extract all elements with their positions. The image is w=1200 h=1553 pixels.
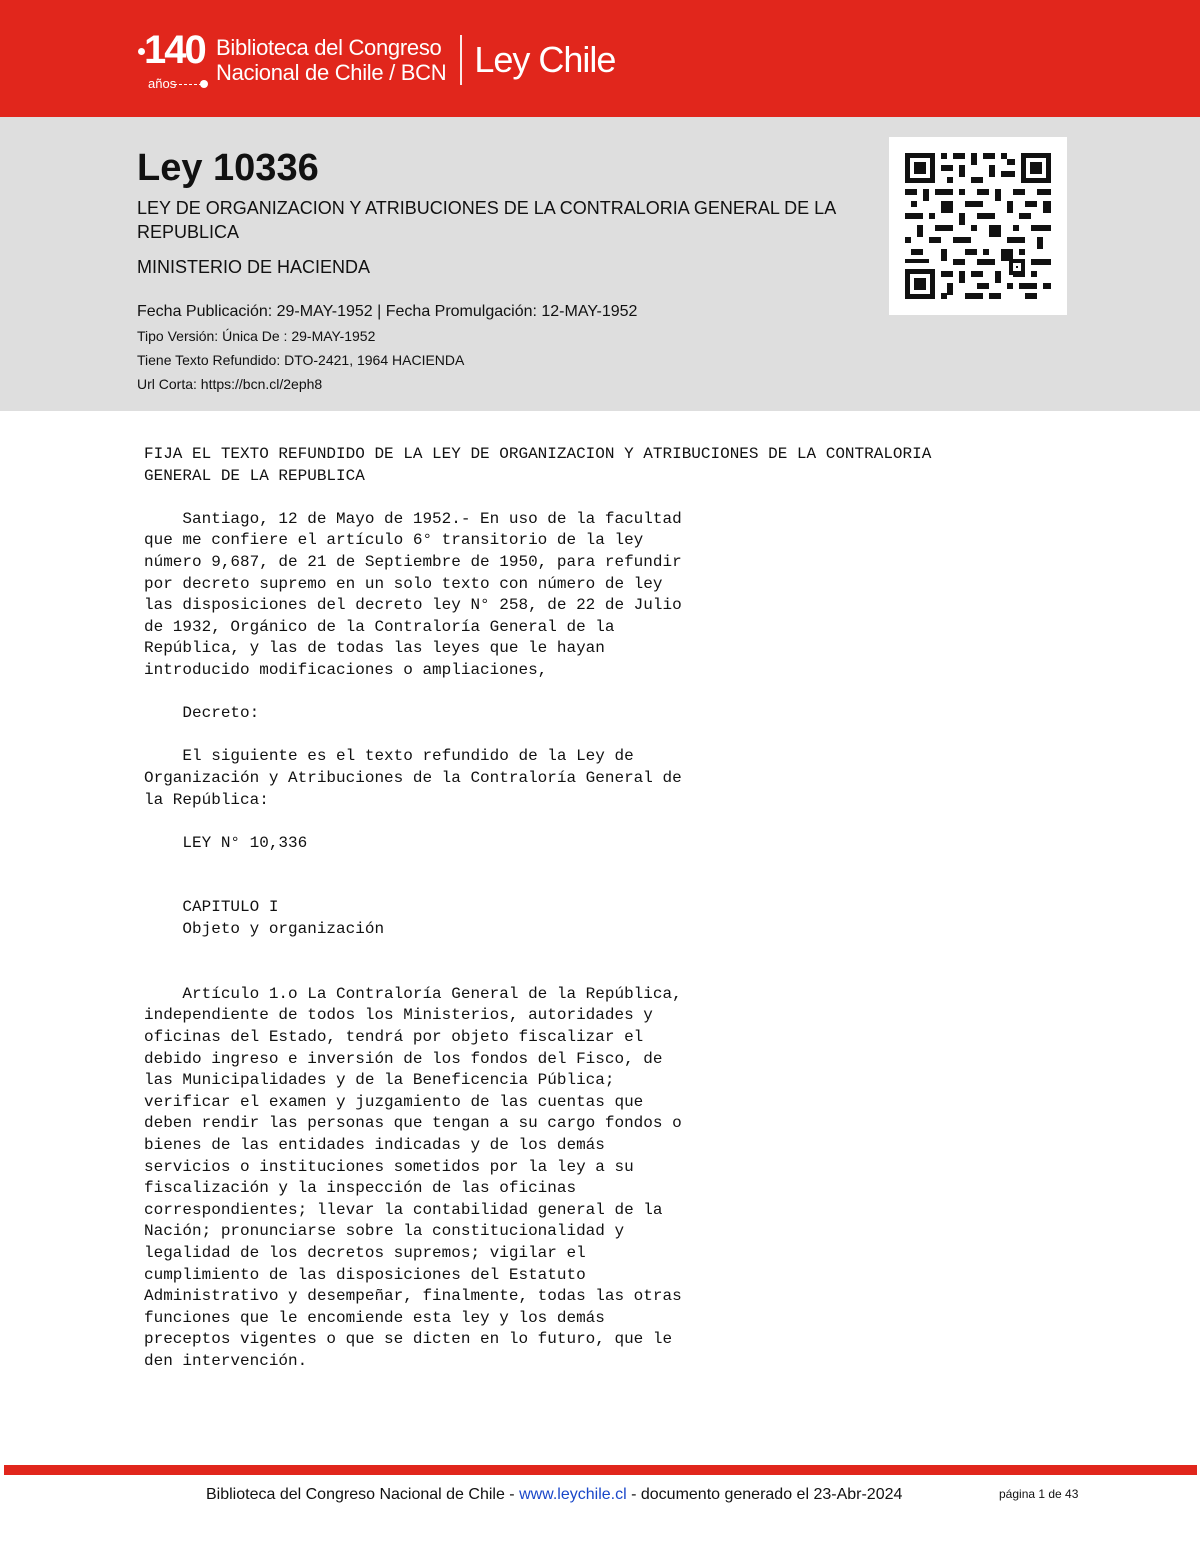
logo-line-1: Biblioteca del Congreso <box>216 35 442 60</box>
law-body <box>144 444 1124 1373</box>
body-intro: Santiago, 12 de Mayo de 1952.- En uso de la facultad que me confiere el artículo 6° transitorio de la ley número 9,687, de 21 de Septiembre de 1950, para refundir por decreto supremo en un solo texto con número de ley las disposiciones del decreto ley N° 258, de 22 de Julio de 1932, Orgánico de la Contraloría General de la República, y las de todas las leyes que le hayan introducido modificaciones o ampliaciones, <box>144 509 682 679</box>
footer-prefix: Biblioteca del Congreso Nacional de Chile - <box>206 1486 520 1503</box>
body-decreto: Decreto: <box>144 704 260 723</box>
body-heading: FIJA EL TEXTO REFUNDIDO DE LA LEY DE ORGANIZACION Y ATRIBUCIONES DE LA CONTRALORIA GENERAL DE LA REPUBLICA <box>144 445 932 485</box>
top-banner <box>0 0 1200 117</box>
logo-separator <box>460 35 462 85</box>
qr-code[interactable] <box>889 137 1067 315</box>
footer-text <box>206 1485 902 1505</box>
law-title: Ley 10336 <box>137 147 319 189</box>
logo-dot-icon <box>200 80 208 88</box>
ministry: MINISTERIO DE HACIENDA <box>137 257 371 277</box>
page-number: página 1 de 43 <box>999 1487 1079 1501</box>
ley-chile-wordmark: Ley Chile <box>474 39 616 80</box>
publication-dates: Fecha Publicación: 29-MAY-1952 | Fecha Promulgación: 12-MAY-1952 <box>137 303 638 320</box>
consolidated-text: Tiene Texto Refundido: DTO-2421, 1964 HACIENDA <box>137 352 465 368</box>
anniversary-number: 140 <box>144 28 205 72</box>
law-name: LEY DE ORGANIZACION Y ATRIBUCIONES DE LA CONTRALORIA GENERAL DE LA REPUBLICA <box>137 198 836 242</box>
short-url[interactable]: Url Corta: https://bcn.cl/2eph8 <box>137 376 323 392</box>
logo-dashed-line <box>174 84 202 86</box>
footer-link[interactable]: www.leychile.cl <box>519 1486 627 1503</box>
logo-text <box>216 35 446 85</box>
logo-line-2: Nacional de Chile / BCN <box>216 60 447 85</box>
anniversary-years: años <box>148 76 177 91</box>
body-capitulo: CAPITULO I Objeto y organización <box>182 898 385 939</box>
footer-bar <box>4 1465 1197 1475</box>
anniversary-badge <box>138 22 206 98</box>
qr-code-icon <box>903 151 1053 301</box>
body-siguiente: El siguiente es el texto refundido de la Ley de Organización y Atribuciones de la Contraloría General de la República: <box>144 747 682 809</box>
body-articulo-1: Artículo 1.o La Contraloría General de la República, independiente de todos los Ministerios, autoridades y oficinas del Estado, tendrá por objeto fiscalizar el debido ingreso e inversión de los fondos del Fisco, de las Municipalidades y de la Beneficencia Pública; verificar el examen y juzgamiento de las cuentas que deben rendir las personas que tengan a su cargo fondos o bienes de las entidades indicadas y de los demás servicios o instituciones sometidos por la ley a su fiscalización y la inspección de las oficinas correspondientes; llevar la contabilidad general de la Nación; pronunciarse sobre la constitucionalidad y legalidad de los decretos supremos; vigilar el cumplimiento de las disposiciones del Estatuto Administrativo y desempeñar, finalmente, todas las otras funciones que le encomiende esta ley y los demás preceptos vigentes o que se dicten en lo futuro, que le den intervención. <box>144 984 682 1370</box>
body-ley-numero: LEY N° 10,336 <box>144 833 308 852</box>
version-type: Tipo Versión: Única De : 29-MAY-1952 <box>137 328 376 344</box>
footer-suffix: - documento generado el 23-Abr-2024 <box>626 1486 903 1503</box>
bcn-logo[interactable] <box>138 22 615 98</box>
